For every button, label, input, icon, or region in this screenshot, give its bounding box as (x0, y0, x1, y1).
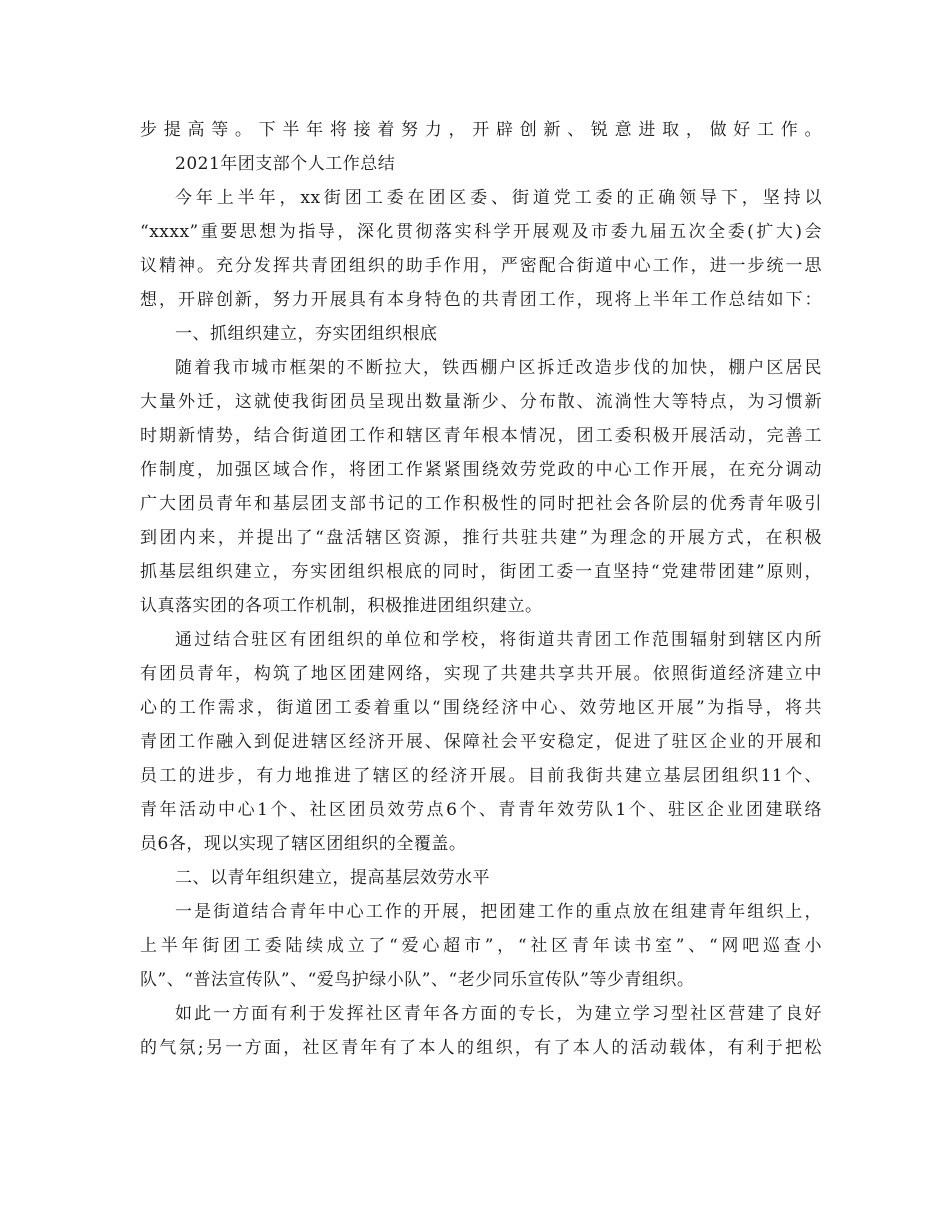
paragraph-line: 时期新情势，结合街道团工作和辖区青年根本情况，团工委积极开展活动，完善工 (140, 426, 822, 446)
paragraph-line: 通过结合驻区有团组织的单位和学校，将街道共青团工作范围辐射到辖区内所 (175, 630, 822, 650)
paragraph-line: 作制度，加强区域合作，将团工作紧紧围绕效劳党政的中心工作开展，在充分调动 (140, 460, 822, 480)
paragraph-line: 一是街道结合青年中心工作的开展，把团建工作的重点放在组建青年组织上， (175, 902, 822, 922)
section-title: 2021年团支部个人工作总结 (175, 154, 396, 174)
paragraph-line: 员6各，现以实现了辖区团组织的全覆盖。 (140, 834, 467, 854)
paragraph-line: 队”、“普法宣传队”、“爱鸟护绿小队”、“老少同乐宣传队”等少青组织。 (140, 970, 695, 990)
paragraph-line: 认真落实团的各项工作机制，积极推进团组织建立。 (140, 596, 543, 616)
paragraph-line: 今年上半年，xx街团工委在团区委、街道党工委的正确领导下，坚持以 (175, 188, 822, 208)
paragraph-line: 青年活动中心1个、社区团员效劳点6个、青青年效劳队1个、驻区企业团建联络 (140, 800, 822, 820)
section-heading: 二、以青年组织建立，提高基层效劳水平 (175, 868, 490, 888)
paragraph-line: 心的工作需求，街道团工委着重以“围绕经济中心、效劳地区开展”为指导，将共 (140, 698, 822, 718)
paragraph-line: 步提高等。下半年将接着努力，开辟创新、锐意进取，做好工作。 (140, 120, 822, 140)
paragraph-line: “xxxx”重要思想为指导，深化贯彻落实科学开展观及市委九届五次全委(扩大)会 (140, 222, 822, 242)
paragraph-line: 上半年街团工委陆续成立了“爱心超市”，“社区青年读书室”、“网吧巡查小 (140, 936, 822, 956)
paragraph-line: 议精神。充分发挥共青团组织的助手作用，严密配合街道中心工作，进一步统一思 (140, 256, 822, 276)
paragraph-line: 如此一方面有利于发挥社区青年各方面的专长，为建立学习型社区营建了良好 (175, 1004, 822, 1024)
paragraph-line: 大量外迁，这就使我街团员呈现出数量渐少、分布散、流淌性大等特点，为习惯新 (140, 392, 822, 412)
paragraph-line: 抓基层组织建立，夯实团组织根底的同时，街团工委一直坚持“党建带团建”原则， (140, 562, 822, 582)
paragraph-line: 想，开辟创新，努力开展具有本身特色的共青团工作，现将上半年工作总结如下： (140, 290, 822, 310)
paragraph-line: 到团内来，并提出了“盘活辖区资源，推行共驻共建”为理念的开展方式，在积极 (140, 528, 822, 548)
paragraph-line: 随着我市城市框架的不断拉大，铁西棚户区拆迁改造步伐的加快，棚户区居民 (175, 358, 822, 378)
paragraph-line: 员工的进步，有力地推进了辖区的经济开展。目前我街共建立基层团组织11个、 (140, 766, 822, 786)
paragraph-line: 广大团员青年和基层团支部书记的工作积极性的同时把社会各阶层的优秀青年吸引 (140, 494, 822, 514)
paragraph-line: 有团员青年，构筑了地区团建网络，实现了共建共享共开展。依照街道经济建立中 (140, 664, 822, 684)
section-heading: 一、抓组织建立，夯实团组织根底 (175, 324, 438, 344)
paragraph-line: 的气氛;另一方面，社区青年有了本人的组织，有了本人的活动载体，有利于把松 (140, 1038, 822, 1058)
paragraph-line: 青团工作融入到促进辖区经济开展、保障社会平安稳定，促进了驻区企业的开展和 (140, 732, 822, 752)
